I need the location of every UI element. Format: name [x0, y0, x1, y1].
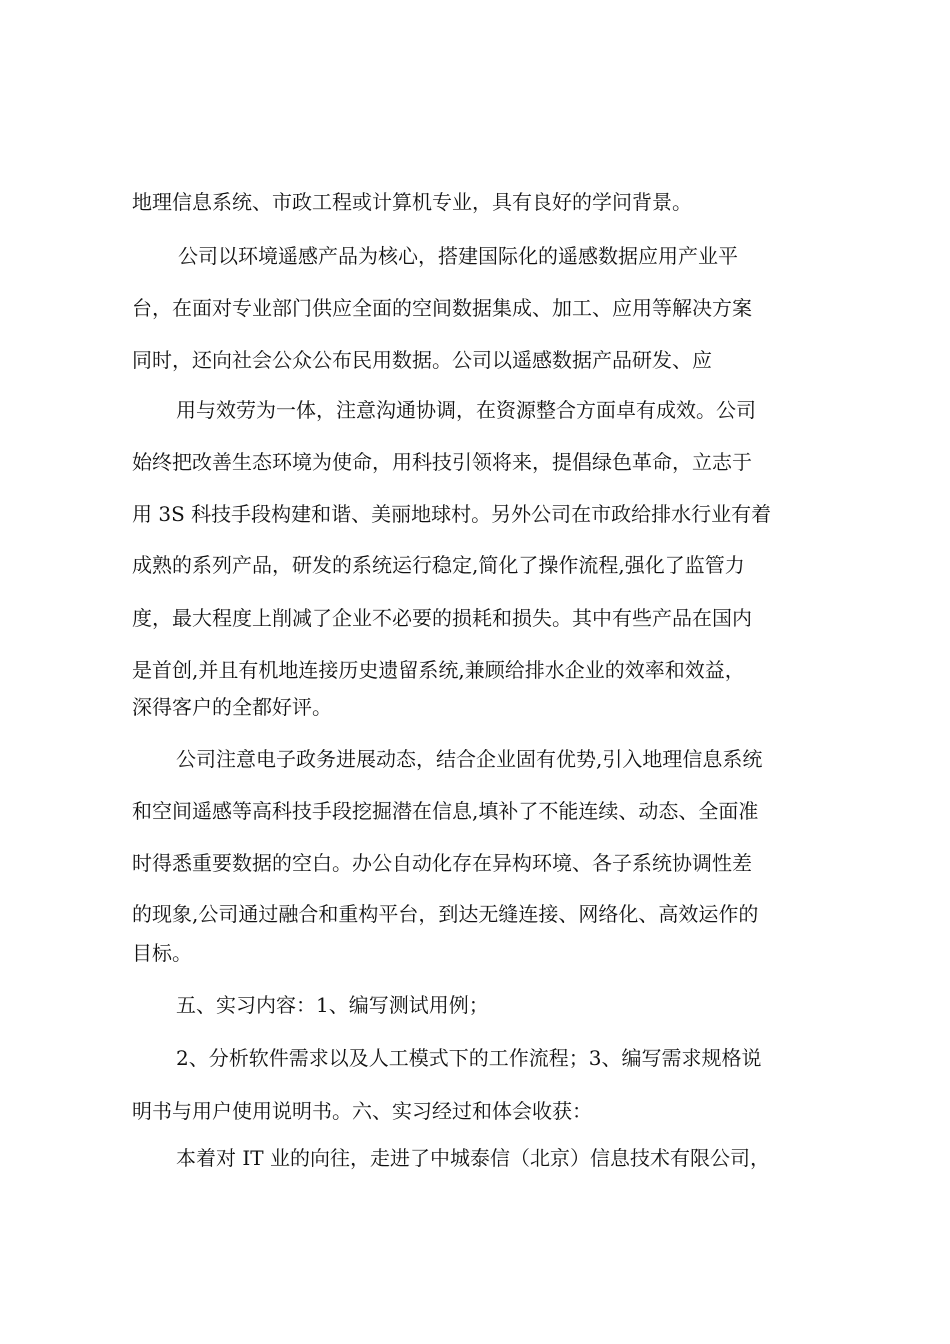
text-line: 目标。 [132, 941, 192, 965]
text-line: 公司注意电子政务进展动态，结合企业固有优势,引入地理信息系统 [176, 747, 763, 771]
text-line: 地理信息系统、市政工程或计算机专业，具有良好的学问背景。 [132, 190, 692, 214]
text-line: 和空间遥感等高科技手段挖掘潜在信息,填补了不能连续、动态、全面准 [132, 799, 759, 823]
text-line: 2、分析软件需求以及人工模式下的工作流程；3、编写需求规格说 [176, 1046, 762, 1070]
text-line: 深得客户的全都好评。 [132, 695, 332, 719]
text-line: 用 3S 科技手段构建和谐、美丽地球村。另外公司在市政给排水行业有着 [132, 502, 772, 526]
text-line: 用与效劳为一体，注意沟通协调，在资源整合方面卓有成效。公司 [176, 398, 756, 422]
text-line: 明书与用户使用说明书。六、实习经过和体会收获： [132, 1099, 592, 1123]
text-line: 的现象,公司通过融合和重构平台，到达无缝连接、网络化、高效运作的 [132, 902, 759, 926]
text-line: 成熟的系列产品，研发的系统运行稳定,简化了操作流程,强化了监管力 [132, 553, 745, 577]
text-line: 同时，还向社会公众公布民用数据。公司以遥感数据产品研发、应 [132, 348, 712, 372]
text-line: 是首创,并且有机地连接历史遗留系统,兼顾给排水企业的效率和效益， [132, 658, 745, 682]
text-line: 时得悉重要数据的空白。办公自动化存在异构环境、各子系统协调性差 [132, 851, 752, 875]
text-line: 度，最大程度上削减了企业不必要的损耗和损失。其中有些产品在国内 [132, 606, 752, 630]
text-line: 始终把改善生态环境为使命，用科技引领将来，提倡绿色革命，立志于 [132, 450, 752, 474]
text-line: 公司以环境遥感产品为核心，搭建国际化的遥感数据应用产业平 [178, 244, 738, 268]
text-line: 本着对 IT 业的向往，走进了中城泰信（北京）信息技术有限公司， [176, 1146, 770, 1170]
text-line: 台，在面对专业部门供应全面的空间数据集成、加工、应用等解决方案 [132, 296, 752, 320]
text-line: 五、实习内容：1、编写测试用例； [176, 993, 489, 1017]
